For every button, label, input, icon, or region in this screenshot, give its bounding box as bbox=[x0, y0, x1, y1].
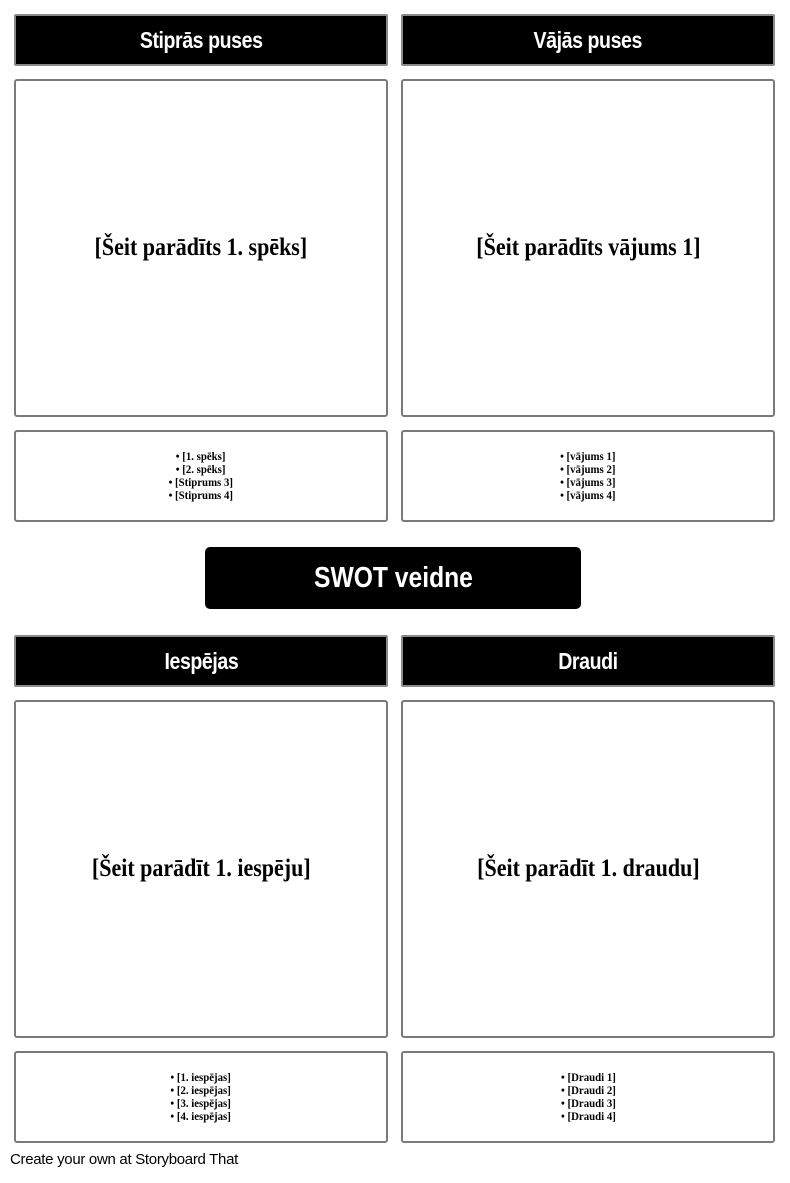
list-item: • [vājums 4] bbox=[560, 488, 616, 502]
opportunities-header bbox=[14, 635, 388, 687]
list-item: • [1. iespējas] bbox=[170, 1070, 232, 1084]
list-item: • [vājums 1] bbox=[560, 449, 616, 463]
list-item: • [vājums 3] bbox=[560, 475, 616, 489]
list-item: • [vājums 2] bbox=[560, 462, 616, 476]
threats-header bbox=[401, 635, 775, 687]
strengths-placeholder: [Šeit parādīts 1. spēks] bbox=[94, 234, 308, 261]
opportunities-placeholder: [Šeit parādīt 1. iespēju] bbox=[91, 855, 311, 882]
page-title-label: SWOT veidne bbox=[313, 561, 473, 594]
strengths-image-panel bbox=[14, 79, 388, 417]
threats-header-label: Draudi bbox=[558, 647, 618, 674]
weaknesses-placeholder: [Šeit parādīts vājums 1] bbox=[475, 234, 701, 261]
threats-list-panel bbox=[401, 1051, 775, 1143]
footer-link[interactable]: Create your own at Storyboard That bbox=[10, 1151, 238, 1168]
threats-placeholder: [Šeit parādīt 1. draudu] bbox=[476, 855, 700, 882]
weaknesses-image-panel bbox=[401, 79, 775, 417]
strengths-header-label: Stiprās puses bbox=[139, 26, 263, 53]
opportunities-list-panel bbox=[14, 1051, 388, 1143]
weaknesses-list-panel bbox=[401, 430, 775, 522]
page-title bbox=[205, 547, 581, 609]
list-item: • [Draudi 4] bbox=[560, 1109, 616, 1123]
list-item: • [Draudi 2] bbox=[560, 1083, 616, 1097]
opportunities-image-panel bbox=[14, 700, 388, 1038]
list-item: • [1. spēks] bbox=[176, 449, 226, 463]
strengths-list-panel bbox=[14, 430, 388, 522]
list-item: • [2. spēks] bbox=[176, 462, 226, 476]
strengths-header bbox=[14, 14, 388, 66]
opportunities-header-label: Iespējas bbox=[164, 647, 238, 674]
list-item: • [3. iespējas] bbox=[170, 1096, 232, 1110]
list-item: • [Draudi 1] bbox=[560, 1070, 616, 1084]
list-item: • [4. iespējas] bbox=[170, 1109, 232, 1123]
list-item: • [Stiprums 4] bbox=[168, 488, 234, 502]
weaknesses-header-label: Vājās puses bbox=[533, 26, 643, 53]
list-item: • [2. iespējas] bbox=[170, 1083, 232, 1097]
list-item: • [Draudi 3] bbox=[560, 1096, 616, 1110]
threats-image-panel bbox=[401, 700, 775, 1038]
weaknesses-header bbox=[401, 14, 775, 66]
list-item: • [Stiprums 3] bbox=[168, 475, 234, 489]
